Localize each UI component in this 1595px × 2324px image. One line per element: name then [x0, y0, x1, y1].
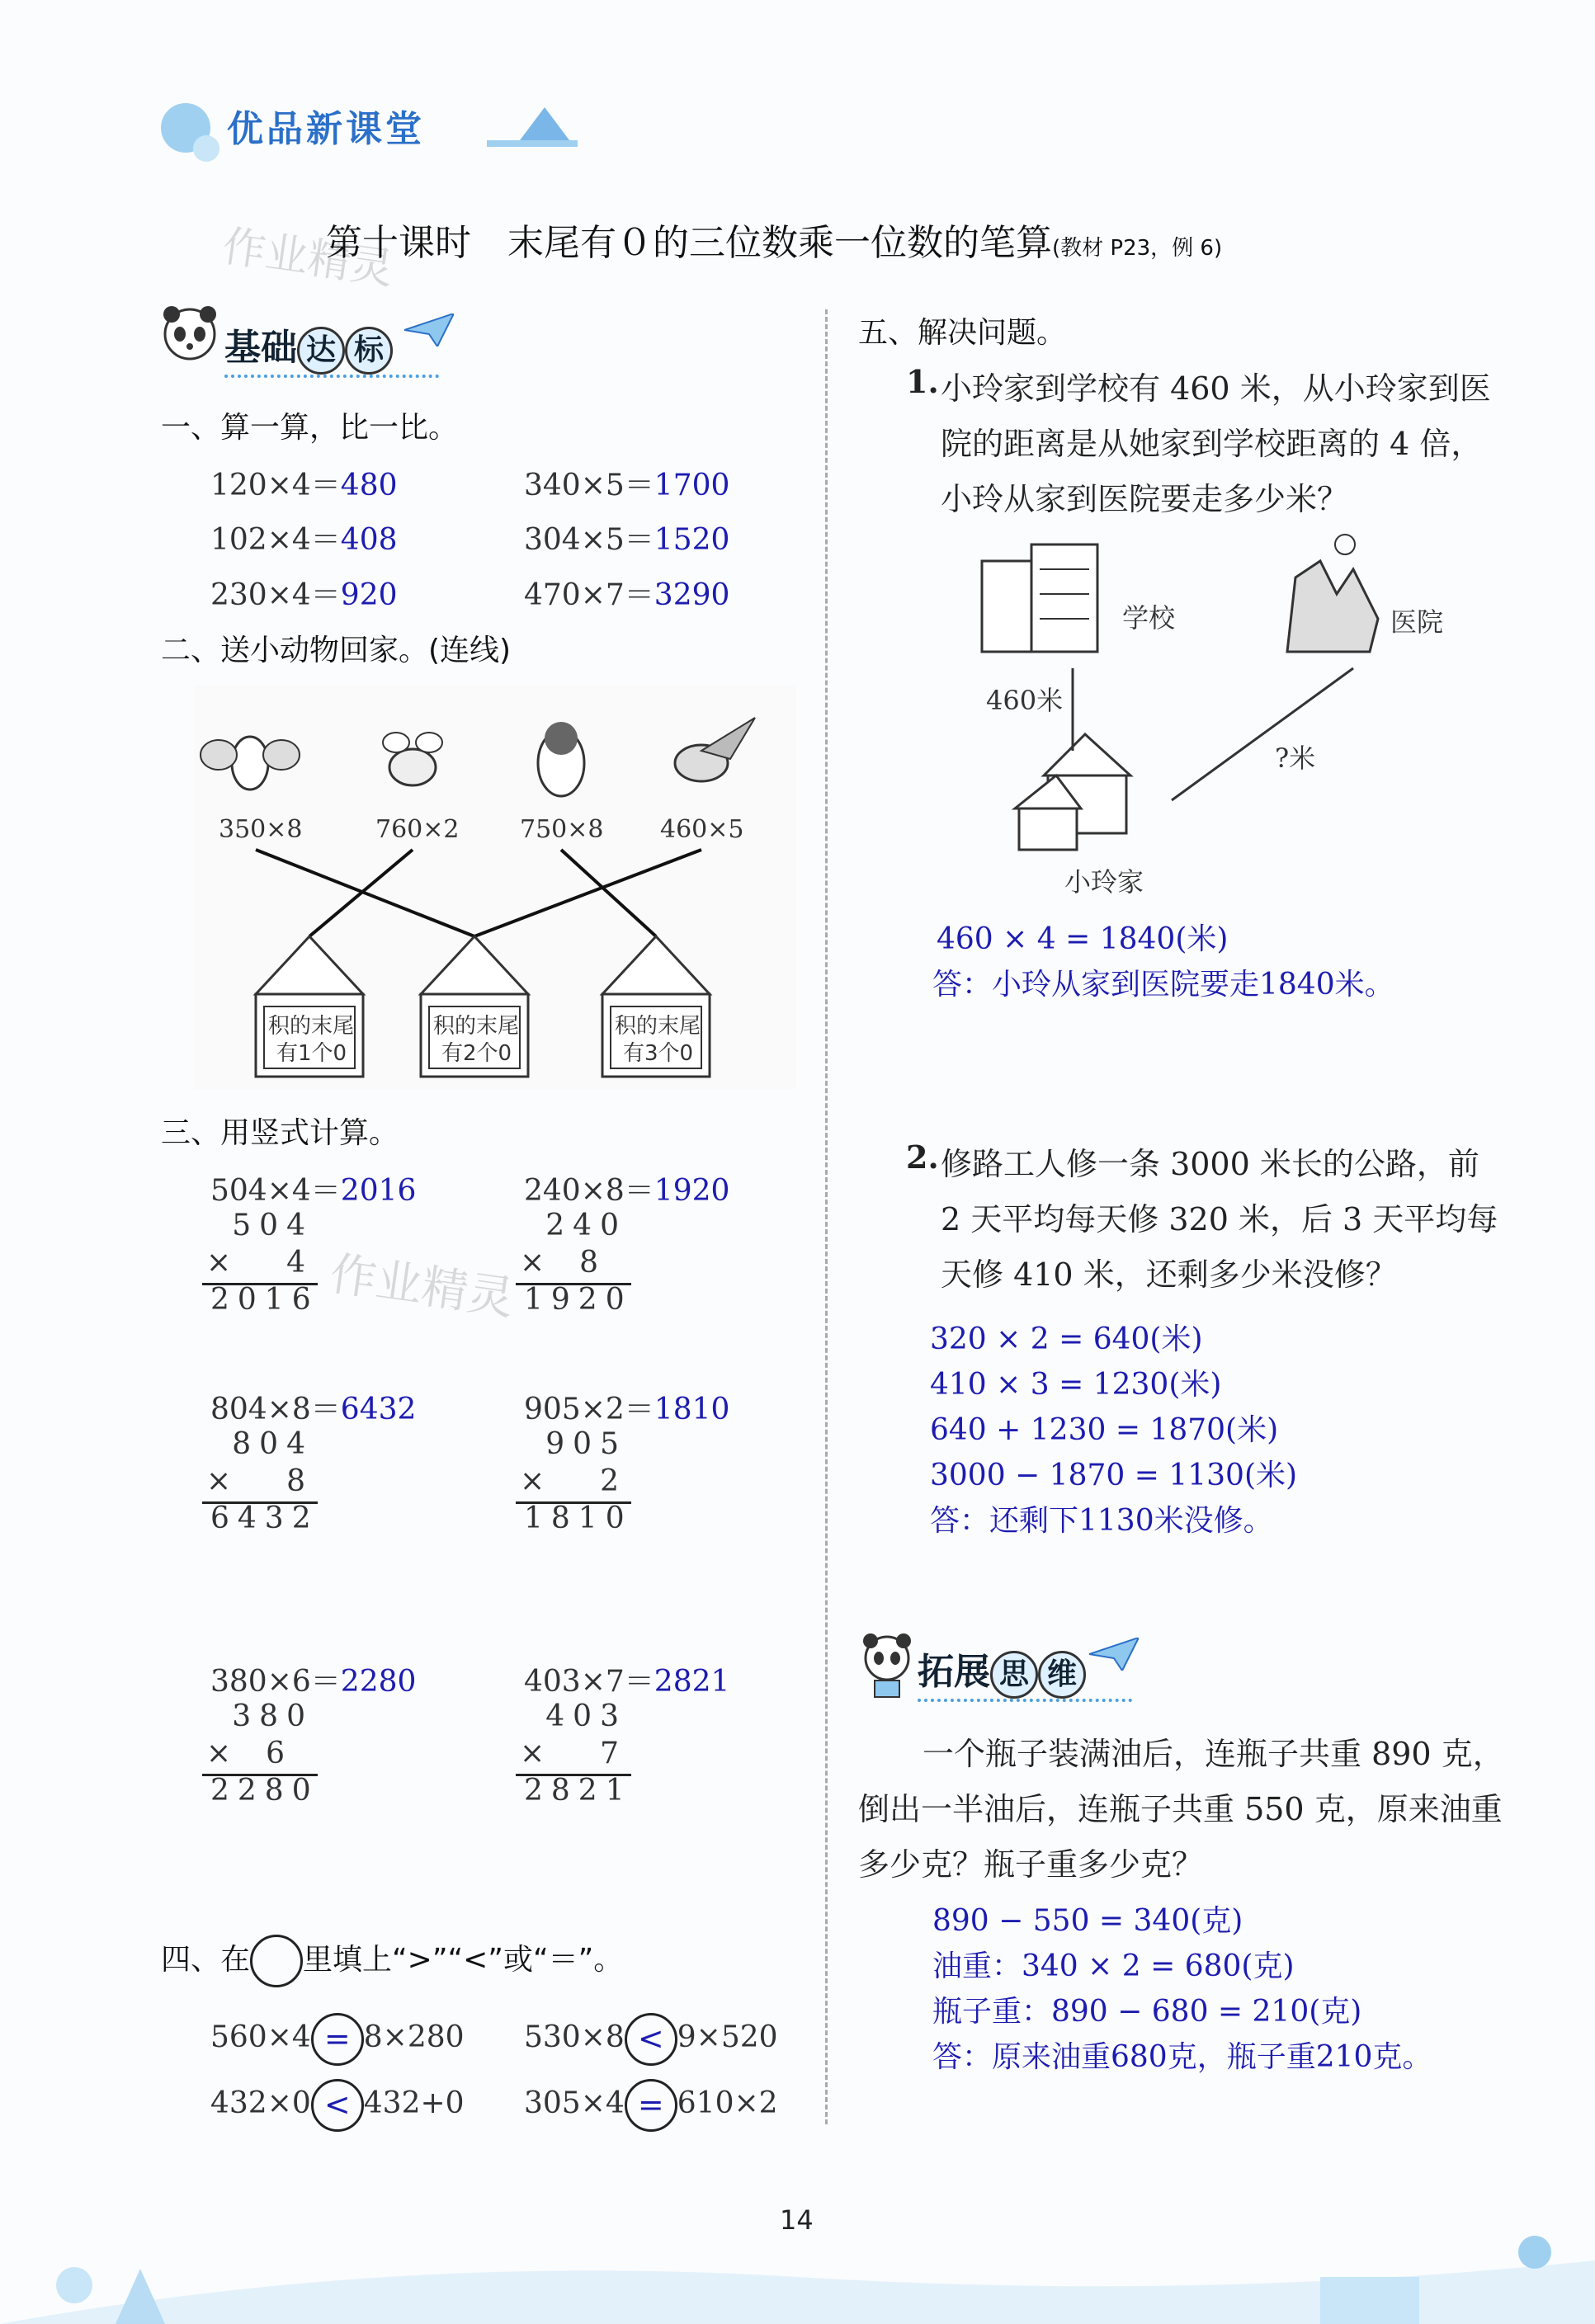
q3-item: 905×2＝1810	[524, 1393, 730, 1426]
watermark: 作业精灵	[326, 1247, 517, 1327]
page-number: 14	[780, 2204, 814, 2236]
animal-label-3: 750×8	[520, 815, 604, 844]
q5-p1-num: 1.	[906, 363, 939, 400]
paper-plane-icon	[404, 313, 454, 346]
brand-logo-text: 优品新课堂	[227, 108, 425, 150]
q3-item: 403×7＝2821	[524, 1665, 730, 1699]
q4-item: 432×0 < 432+0	[210, 2079, 465, 2132]
panda-skater-icon	[854, 1629, 920, 1704]
q1-item: 470×7＝3290	[524, 578, 730, 612]
footer-decoration	[0, 2161, 1595, 2324]
q3-item: 240×8＝1920	[524, 1174, 730, 1208]
animal-label-2: 760×2	[375, 815, 460, 844]
svg-text:460米: 460米	[986, 685, 1064, 716]
q4-heading: 四、在 里填上“>”“<”或“＝”。	[161, 1935, 623, 1987]
q1-item: 120×4＝480	[210, 469, 398, 502]
svg-text:有2个0: 有2个0	[441, 1041, 512, 1066]
svg-text:医院: 医院	[1390, 606, 1444, 638]
q3-item: 804×8＝6432	[210, 1393, 417, 1426]
column-divider	[825, 309, 828, 2124]
panda-icon	[157, 301, 223, 375]
matching-diagram	[194, 685, 796, 1089]
svg-text:积的末尾: 积的末尾	[433, 1014, 520, 1039]
q1-item: 230×4＝920	[210, 578, 398, 612]
q1-item: 304×5＝1520	[524, 523, 730, 557]
distance-line-hospital	[1172, 668, 1353, 800]
q4-item: 305×4 = 610×2	[524, 2079, 778, 2132]
svg-text:?米: ?米	[1275, 742, 1316, 774]
textbook-ref: (教材 P23，例 6)	[1052, 236, 1223, 261]
q1-heading: 一、算一算，比一比。	[161, 411, 459, 445]
q2-heading: 二、送小动物回家。(连线)	[161, 634, 512, 667]
svg-text:积的末尾: 积的末尾	[615, 1014, 701, 1039]
watermark: 作业精灵	[219, 221, 397, 295]
q5-heading: 五、解决问题。	[858, 316, 1067, 350]
basic-section-heading: 基础 达 标	[224, 318, 439, 378]
home-icon	[1015, 734, 1130, 850]
q3-item: 380×6＝2280	[210, 1665, 417, 1699]
school-icon	[982, 544, 1097, 652]
animal-label-4: 460×5	[660, 815, 744, 844]
q4-item: 530×8 < 9×520	[524, 2013, 778, 2066]
extend-section-heading: 拓展 思 维	[918, 1642, 1132, 1702]
map-diagram	[965, 528, 1510, 907]
svg-text:学校: 学校	[1122, 602, 1176, 634]
page-title: 第十课时 末尾有０的三位数乘一位数的笔算(教材 P23，例 6)	[326, 222, 1223, 264]
q1-item: 340×5＝1700	[524, 469, 730, 502]
q1-item: 102×4＝408	[210, 523, 398, 557]
svg-text:积的末尾: 积的末尾	[268, 1014, 355, 1039]
q3-item: 504×4＝2016	[210, 1174, 417, 1208]
paper-plane-icon	[1089, 1638, 1139, 1671]
q4-item: 560×4 = 8×280	[210, 2013, 465, 2066]
svg-text:有3个0: 有3个0	[623, 1041, 694, 1066]
svg-text:小玲家: 小玲家	[1064, 866, 1144, 898]
hospital-icon	[1287, 535, 1378, 652]
q3-heading: 三、用竖式计算。	[161, 1116, 399, 1150]
svg-text:有1个0: 有1个0	[276, 1041, 347, 1066]
animal-label-1: 350×8	[219, 815, 303, 844]
